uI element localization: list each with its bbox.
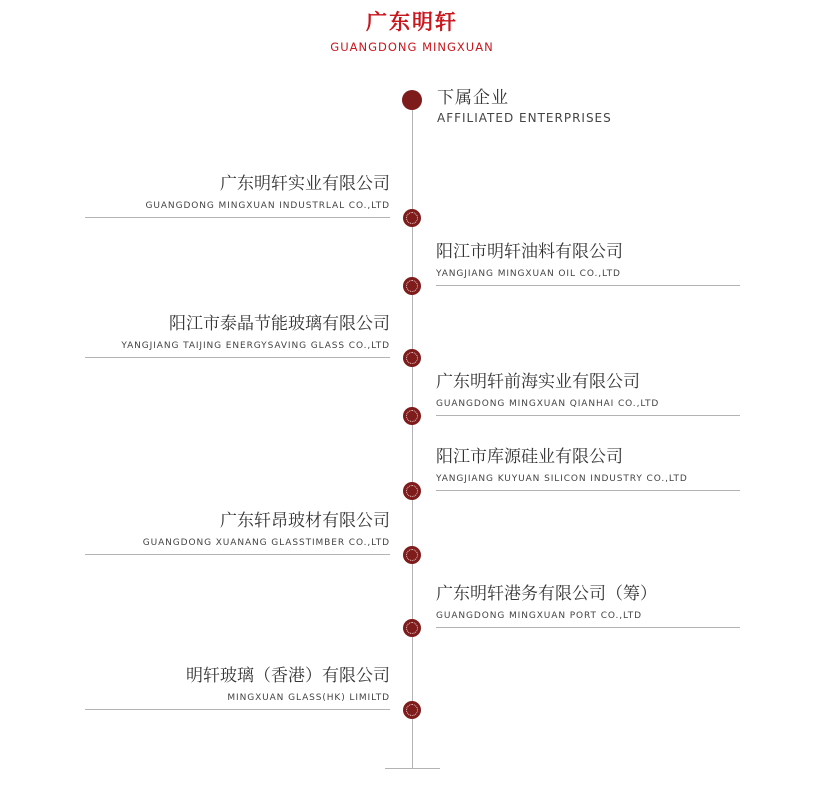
company-name-en: YANGJIANG MINGXUAN OIL CO.,LTD — [436, 269, 621, 279]
company-name-en: YANGJIANG TAIJING ENERGYSAVING GLASS CO.,LTD — [121, 341, 390, 351]
company-entry — [85, 510, 390, 560]
company-node — [403, 546, 421, 564]
company-node — [403, 407, 421, 425]
root-title: 下属企业 — [437, 88, 509, 108]
timeline-axis — [412, 100, 413, 769]
company-name-cn: 广东明轩港务有限公司（筹） — [436, 584, 657, 604]
company-name-en: MINGXUAN GLASS(HK) LIMILTD — [227, 693, 390, 703]
company-divider — [85, 554, 390, 555]
company-entry — [85, 665, 390, 715]
company-name-cn: 广东明轩实业有限公司 — [220, 174, 390, 194]
company-name-en: GUANGDONG MINGXUAN QIANHAI CO.,LTD — [436, 399, 660, 409]
company-divider — [436, 627, 740, 628]
company-entry — [85, 173, 390, 223]
company-node — [403, 209, 421, 227]
company-divider — [85, 709, 390, 710]
company-node — [403, 482, 421, 500]
root-node — [402, 90, 422, 110]
timeline-base — [385, 768, 440, 769]
company-divider — [85, 357, 390, 358]
company-name-en: GUANGDONG MINGXUAN INDUSTRLAL CO.,LTD — [145, 201, 390, 211]
page-title: 广东明轩 — [366, 10, 458, 34]
company-name-cn: 广东轩昂玻材有限公司 — [220, 511, 390, 531]
company-entry — [436, 446, 741, 496]
company-name-en: YANGJIANG KUYUAN SILICON INDUSTRY CO.,LTD — [436, 474, 688, 484]
company-name-cn: 阳江市泰晶节能玻璃有限公司 — [169, 314, 390, 334]
company-divider — [436, 285, 740, 286]
root-subtitle: AFFILIATED ENTERPRISES — [437, 111, 612, 125]
company-node — [403, 349, 421, 367]
company-name-en: GUANGDONG MINGXUAN PORT CO.,LTD — [436, 611, 642, 621]
company-name-cn: 阳江市库源硅业有限公司 — [436, 447, 623, 467]
company-entry — [85, 313, 390, 363]
company-divider — [436, 490, 740, 491]
page-subtitle: GUANGDONG MINGXUAN — [330, 40, 494, 54]
company-entry — [436, 241, 741, 291]
company-name-cn: 广东明轩前海实业有限公司 — [436, 372, 640, 392]
company-name-cn: 阳江市明轩油料有限公司 — [436, 242, 623, 262]
company-node — [403, 277, 421, 295]
company-node — [403, 619, 421, 637]
company-node — [403, 701, 421, 719]
company-divider — [85, 217, 390, 218]
company-divider — [436, 415, 740, 416]
company-entry — [436, 583, 741, 633]
company-entry — [436, 371, 741, 421]
company-name-en: GUANGDONG XUANANG GLASSTIMBER CO.,LTD — [142, 538, 390, 548]
company-name-cn: 明轩玻璃（香港）有限公司 — [186, 666, 390, 686]
